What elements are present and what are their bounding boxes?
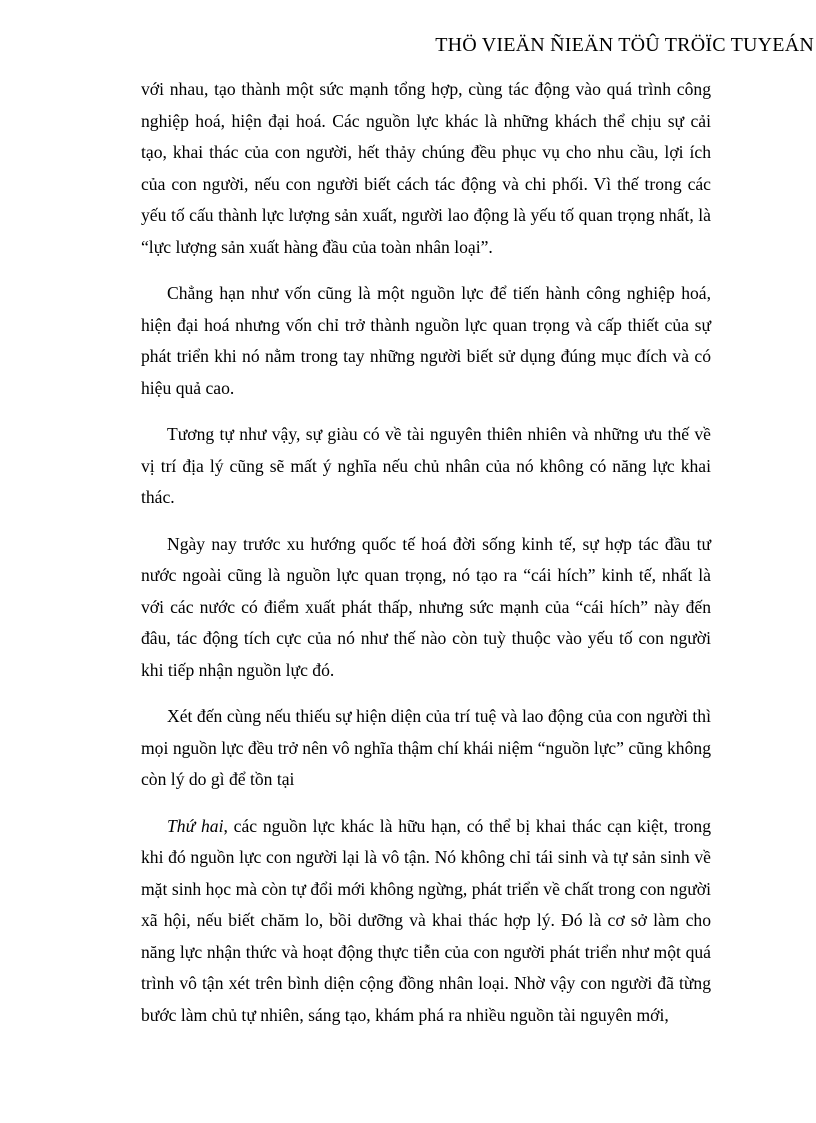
paragraph-lead-italic: Thứ hai [167,815,224,836]
paragraph-foreign-investment: Ngày nay trước xu hướng quốc tế hoá đời sống kinh tế, sự hợp tác đầu tư nước ngoài cũng là nguồn lực quan trọng, nó tạo ra “cái hích” kinh tế, nhất là với các nước có điểm xuất phát thấp, nhưng sức mạnh của “cái hích” này đến đâu, tác động tích cực của nó như thế nào còn tuỳ thuộc vào yếu tố con người khi tiếp nhận nguồn lực đó. [141,533,711,680]
paragraph-second-point [141,811,711,1032]
paragraph-natural-resources: Tương tự như vậy, sự giàu có về tài nguyên thiên nhiên và những ưu thế về vị trí địa lý cũng sẽ mất ý nghĩa nếu chủ nhân của nó không có năng lực khai thác. [141,424,711,507]
paragraph-second-point-text: , các nguồn lực khác là hữu hạn, có thể bị khai thác cạn kiệt, trong khi đó nguồn lực con người lại là vô tận. Nó không chỉ tái sinh và tự sản sinh về mặt sinh học mà còn tự đổi mới không ngừng, phát triển về chất trong con người xã hội, nếu biết chăm lo, bồi dưỡng và khai thác hợp lý. Đó là cơ sở làm cho năng lực nhận thức và hoạt động thực tiễn của con người phát triển như một quá trình vô tận xét trên bình diện cộng đồng nhân loại. Nhờ vậy con người đã từng bước làm chủ tự nhiên, sáng tạo, khám phá ra nhiều nguồn tài nguyên mới, [141,815,712,1025]
body-text [141,74,711,1031]
running-header: THÖ VIEÄN ÑIEÄN TÖÛ TRÖÏC TUYEÁN [435,34,814,56]
paragraph-capital: Chẳng hạn như vốn cũng là một nguồn lực để tiến hành công nghiệp hoá, hiện đại hoá nhưng vốn chỉ trở thành nguồn lực quan trọng và cấp thiết của sự phát triển khi nó nằm trong tay những người biết sử dụng đúng mục đích và có hiệu quả cao. [141,283,711,398]
paragraph-continuation: với nhau, tạo thành một sức mạnh tổng hợp, cùng tác động vào quá trình công nghiệp hoá, hiện đại hoá. Các nguồn lực khác là những khách thể chịu sự cải tạo, khai thác của con người, hết thảy chúng đều phục vụ cho nhu cầu, lợi ích của con người, nếu con người biết cách tác động và chi phối. Vì thế trong các yếu tố cấu thành lực lượng sản xuất, người lao động là yếu tố quan trọng nhất, là “lực lượng sản xuất hàng đầu của toàn nhân loại”. [141,79,711,257]
paragraph-conclusion: Xét đến cùng nếu thiếu sự hiện diện của trí tuệ và lao động của con người thì mọi nguồn lực đều trở nên vô nghĩa thậm chí khái niệm “nguồn lực” cũng không còn lý do gì để tồn tại [141,706,711,789]
